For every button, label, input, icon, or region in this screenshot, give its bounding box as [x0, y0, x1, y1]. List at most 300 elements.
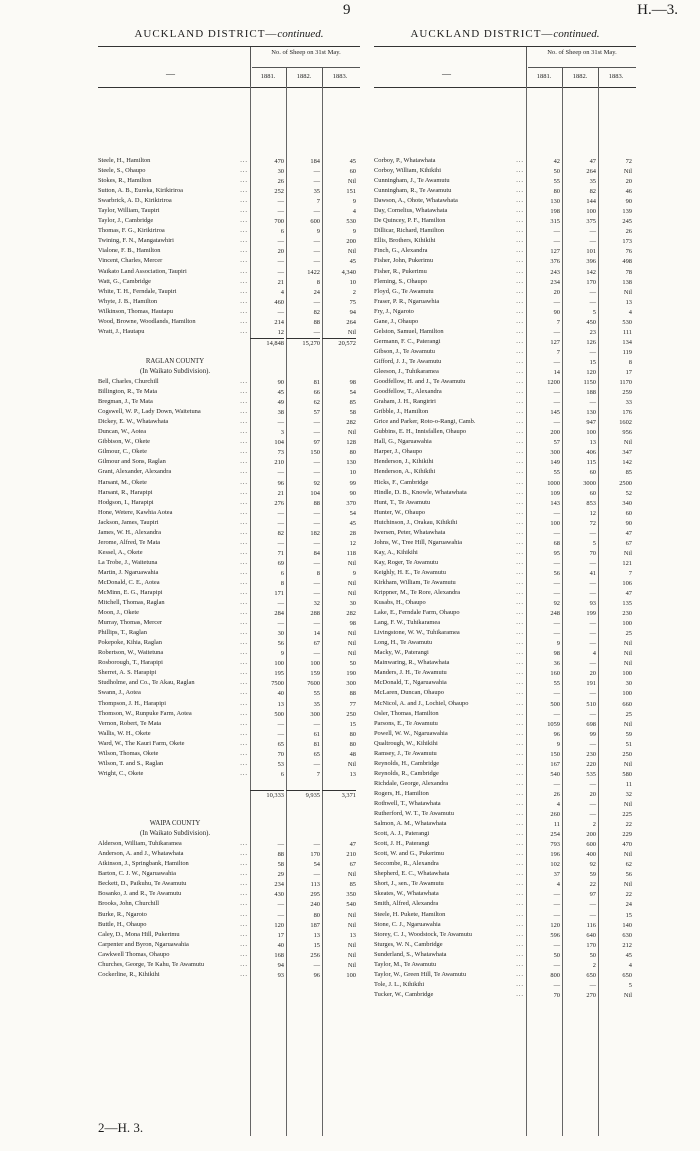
sheep-1882: —	[313, 248, 320, 256]
leader-dots: ...	[516, 739, 524, 747]
sheep-1882: 170	[310, 851, 320, 859]
sheep-1882: 57	[313, 409, 320, 417]
sheep-1881: —	[277, 901, 284, 909]
sheep-1881: 248	[550, 610, 560, 618]
leader-dots: ...	[516, 629, 524, 637]
table-row	[374, 256, 636, 266]
sheep-1882: 15	[589, 358, 596, 366]
table-row	[374, 407, 636, 417]
sheep-1882: 41	[589, 569, 596, 577]
owner-name: Fry, J., Ngaroto	[374, 307, 414, 315]
owner-name: Atkinson, J., Springbank, Hamilton	[98, 860, 189, 868]
owner-name: Scott, J. H., Paterangi	[374, 840, 430, 848]
blank-row	[98, 799, 360, 809]
sheep-1882: 22	[589, 881, 596, 889]
owner-name: Vialone, F. B., Hamilton	[98, 247, 161, 255]
leader-dots: ...	[516, 709, 524, 717]
leader-dots: ...	[240, 739, 248, 747]
sheep-1883: 230	[622, 610, 632, 618]
sheep-1883: 142	[622, 459, 632, 467]
sheep-1883: Nil	[623, 660, 632, 668]
sheep-1881: —	[553, 630, 560, 638]
sheep-1882: —	[313, 298, 320, 306]
sheep-1883: 210	[346, 851, 356, 859]
sheep-1883: 30	[349, 600, 356, 608]
leader-dots: ...	[240, 227, 248, 235]
table-row	[98, 950, 360, 960]
sheep-1883: Nil	[347, 921, 356, 929]
leader-dots: ...	[240, 558, 248, 566]
owner-name: Sutton, A. B., Eureka, Kirikiriroa	[98, 187, 184, 195]
sheep-1882: 72	[589, 519, 596, 527]
sheep-1882: 8	[316, 278, 320, 286]
sheep-1883: 151	[346, 188, 356, 196]
sheep-1882: 81	[313, 740, 320, 748]
table-row	[374, 950, 636, 960]
sheep-1883: 100	[346, 971, 356, 979]
sheep-1883: 498	[622, 258, 632, 266]
sheep-1881: 70	[553, 991, 560, 999]
sheep-1881: 11	[553, 821, 560, 829]
sheep-1883: 250	[346, 710, 356, 718]
sheep-1881: 100	[550, 519, 560, 527]
table-row	[98, 608, 360, 618]
leader-dots: ...	[516, 197, 524, 205]
sheep-1883: 4	[352, 208, 356, 216]
owner-name: Wilson, Thomas, Okete	[98, 749, 159, 757]
sheep-1882: 188	[586, 389, 596, 397]
owner-name: Smith, Alfred, Alexandra	[374, 900, 439, 908]
sheep-1883: 956	[622, 429, 632, 437]
sheep-1882: 62	[313, 399, 320, 407]
owner-name: Tucker, W., Cambridge	[374, 990, 434, 998]
sheep-1882: 187	[310, 921, 320, 929]
sheep-1881: —	[553, 961, 560, 969]
sheep-1881: 6	[280, 228, 284, 236]
sheep-1882: 100	[586, 208, 596, 216]
leader-dots: ...	[240, 669, 248, 677]
leader-dots: ...	[516, 367, 524, 375]
leader-dots: ...	[516, 800, 524, 807]
table-row	[374, 899, 636, 909]
leader-dots: ...	[516, 920, 524, 928]
sheep-1882: —	[313, 871, 320, 879]
table-row	[374, 688, 636, 698]
table-row	[374, 678, 636, 688]
sheep-1882: —	[313, 509, 320, 517]
sheep-1881: 284	[274, 610, 284, 618]
owner-name: Anderson, A. and J., Whatawhata	[98, 850, 184, 858]
owner-name: Hicks, F., Cambridge	[374, 478, 429, 486]
table-row	[374, 196, 636, 206]
sheep-1882: 104	[310, 489, 320, 497]
sheep-1881: 130	[550, 198, 560, 206]
leader-dots: ...	[516, 820, 524, 828]
sheep-1882: 92	[313, 479, 320, 487]
table-row	[374, 699, 636, 709]
sheep-1882: 100	[586, 429, 596, 437]
owner-name: Gibson, J., Te Awamutu	[374, 347, 435, 355]
leader-dots: ...	[516, 247, 524, 255]
sheep-1883: 229	[622, 831, 632, 839]
sheep-1881: 94	[277, 961, 284, 969]
table-row	[98, 598, 360, 608]
sheep-1882: —	[589, 630, 596, 638]
sheep-1882: 4	[592, 650, 596, 658]
table-row	[374, 980, 636, 990]
sheep-1882: 50	[589, 951, 596, 959]
sheep-1882: 698	[586, 720, 596, 728]
leader-dots: ...	[240, 307, 248, 315]
owner-name: Wilkinson, Thomas, Hautapu	[98, 307, 173, 315]
sheep-1883: 52	[625, 489, 632, 497]
sheep-1881: —	[553, 690, 560, 698]
table-row	[98, 940, 360, 950]
sheep-1883: 26	[625, 228, 632, 236]
table-row	[374, 508, 636, 518]
owner-name: Vernon, Robert, Te Mata	[98, 719, 162, 727]
sheep-1882: 600	[586, 841, 596, 849]
owner-name: Lang, F. W., Tuhikaramea	[374, 619, 441, 627]
owner-name: Dawson, A., Ohote, Whatawhata	[374, 197, 458, 205]
leader-dots: ...	[240, 699, 248, 707]
sheep-1881: —	[553, 579, 560, 587]
sheep-1883: 350	[346, 891, 356, 899]
sheep-1881: 700	[274, 218, 284, 226]
owner-name: Kay, A., Kihikihi	[374, 548, 418, 556]
sheep-1883: 45	[349, 158, 356, 165]
owner-name: Thompson, J. H., Harapipi	[98, 699, 166, 707]
owner-name: Taylor, W., Green Hill, Te Awamutu	[374, 970, 467, 978]
sheep-1882: —	[589, 348, 596, 356]
sheep-1882: —	[313, 429, 320, 437]
sheep-1881: 1059	[547, 720, 560, 728]
leader-dots: ...	[516, 589, 524, 597]
leader-dots: ...	[516, 167, 524, 175]
sheep-1883: 119	[622, 348, 632, 356]
leader-dots: ...	[516, 398, 524, 406]
total-row	[98, 337, 360, 347]
owner-name: Harsant, M., Okete	[98, 478, 147, 486]
table-row	[374, 799, 636, 809]
table-row	[98, 156, 360, 166]
table-row	[374, 879, 636, 889]
sheep-1882: 406	[586, 449, 596, 457]
owner-name: Swann, J., Aotea	[98, 689, 141, 697]
leader-dots: ...	[516, 850, 524, 858]
leader-dots: ...	[516, 910, 524, 918]
leader-dots: ...	[240, 719, 248, 727]
sheep-1883: 47	[625, 590, 632, 598]
leader-dots: ...	[240, 659, 248, 667]
leader-dots: ...	[516, 729, 524, 737]
owner-name: Jackson, James, Taupiri	[98, 518, 159, 526]
leader-dots: ...	[240, 498, 248, 506]
sheep-1881: —	[277, 308, 284, 316]
table-row	[98, 568, 360, 578]
leader-dots: ...	[516, 830, 524, 838]
sheep-1881: 376	[550, 258, 560, 266]
owner-name: Ramsey, J., Te Awamutu	[374, 749, 437, 757]
leader-dots: ...	[240, 599, 248, 607]
sheep-1882: —	[313, 650, 320, 658]
sheep-1881: —	[277, 419, 284, 427]
table-row	[374, 719, 636, 729]
sheep-1882: —	[313, 208, 320, 216]
owner-name: Barton, C. J. W., Ngaruawahia	[98, 870, 176, 878]
sheep-1881: —	[553, 559, 560, 567]
leader-dots: ...	[240, 177, 248, 185]
sheep-1882: 600	[310, 218, 320, 226]
leader-dots: ...	[240, 960, 248, 968]
sheep-1882: 182	[310, 529, 320, 537]
sheep-1881: 102	[550, 861, 560, 869]
sheep-1882: 126	[586, 338, 596, 346]
sheep-1883: 140	[622, 921, 632, 929]
sheep-1882: 3000	[583, 479, 596, 487]
sheep-1881: 40	[277, 941, 284, 949]
sheep-1881: —	[277, 600, 284, 608]
owner-name: Keighly, H. E., Te Awamutu	[374, 568, 446, 576]
sheep-1882: 170	[586, 278, 596, 286]
leader-dots: ...	[516, 990, 524, 998]
table-row	[98, 970, 360, 980]
owner-name: Hall, G., Ngaruawahia	[374, 438, 432, 446]
owner-name: Kusabs, H., Ohaupo	[374, 599, 426, 607]
leader-dots: ...	[240, 930, 248, 938]
owner-name: Cockerline, R., Kihikihi	[98, 970, 160, 978]
sheep-1881: 171	[274, 590, 284, 598]
table-row	[98, 910, 360, 920]
county-heading	[98, 357, 360, 367]
sheep-1883: 540	[346, 901, 356, 909]
sheep-1882: 101	[586, 248, 596, 256]
leader-dots: ...	[516, 468, 524, 476]
table-row	[374, 437, 636, 447]
leader-dots: ...	[516, 418, 524, 426]
sheep-1881: 30	[277, 630, 284, 638]
leader-dots: ...	[516, 679, 524, 687]
sheep-1883: 282	[346, 419, 356, 427]
sheep-1883: Nil	[347, 630, 356, 638]
sheep-1882: 200	[586, 831, 596, 839]
owner-name: Gelston, Samuel, Hamilton	[374, 327, 444, 335]
county-heading-text: (In Waikato Subdivision).	[139, 367, 211, 375]
leader-dots: ...	[516, 327, 524, 335]
table-row	[98, 688, 360, 698]
sheep-1881: 127	[550, 248, 560, 256]
owner-name: Pokepoke, Kihia, Raglan	[98, 639, 162, 647]
leader-dots: ...	[516, 388, 524, 396]
right-section-title	[374, 28, 636, 40]
sheep-1881: 42	[553, 158, 560, 165]
sheep-1883: Nil	[347, 650, 356, 658]
leader-dots: ...	[240, 578, 248, 586]
leader-dots: ...	[240, 689, 248, 697]
leader-dots: ...	[516, 980, 524, 988]
table-row	[374, 427, 636, 437]
sheep-1882: 60	[589, 469, 596, 477]
owner-name: Corboy, P., Whatawhata	[374, 157, 436, 164]
owner-name: Rothwell, T., Whatawhata	[374, 800, 441, 807]
leader-dots: ...	[240, 428, 248, 436]
leader-dots: ...	[240, 548, 248, 556]
sheep-1881: —	[277, 841, 284, 849]
sheep-1882: 450	[586, 318, 596, 326]
left-title-continued: continued.	[277, 28, 324, 40]
sheep-1883: 85	[349, 399, 356, 407]
owner-name: Qualtrough, W., Kihikihi	[374, 739, 438, 747]
sheep-1882: —	[589, 298, 596, 306]
table-row	[374, 558, 636, 568]
table-row	[374, 749, 636, 759]
sheep-1881: 56	[277, 640, 284, 648]
sheep-1883: 59	[625, 730, 632, 738]
table-row	[98, 538, 360, 548]
sheep-1882: 375	[586, 218, 596, 226]
owner-name: Robertson, W., Waitetuna	[98, 649, 164, 657]
leader-dots: ...	[516, 207, 524, 215]
table-row	[374, 367, 636, 377]
leader-dots: ...	[516, 538, 524, 546]
sheep-1883: Nil	[347, 961, 356, 969]
owner-name: Stokes, R., Hamilton	[98, 177, 152, 185]
sheep-1882: 66	[313, 389, 320, 397]
sheep-1883: 46	[625, 188, 632, 196]
sheep-1883: Nil	[347, 248, 356, 256]
table-row	[98, 749, 360, 759]
leader-dots: ...	[240, 629, 248, 637]
total-row	[98, 789, 360, 799]
leader-dots: ...	[516, 378, 524, 386]
table-row	[98, 377, 360, 387]
table-row	[374, 478, 636, 488]
sheep-1881: 55	[553, 680, 560, 688]
table-row	[374, 990, 636, 1000]
sheep-1881: 210	[274, 459, 284, 467]
table-row	[98, 628, 360, 638]
owner-name: Taylor, William, Taupiri	[98, 207, 160, 215]
owner-name: Fleming, S., Ohaupo	[374, 277, 428, 285]
sheep-1881: 300	[550, 449, 560, 457]
table-row	[374, 628, 636, 638]
sheep-1883: Nil	[347, 941, 356, 949]
owner-name: Ward, W., The Kauri Farm, Okete	[98, 739, 185, 747]
owner-name: Floyd, G., Te Awamutu	[374, 287, 434, 295]
leader-dots: ...	[516, 950, 524, 958]
sheep-1881: 6	[280, 569, 284, 577]
owner-name: Scott, A. J., Paterangi	[374, 830, 430, 838]
sheep-1883: 4	[628, 961, 632, 969]
sheep-1882: 400	[586, 851, 596, 859]
sheep-1882: 640	[586, 931, 596, 939]
owner-name: Dickey, E. W., Whatawhata	[98, 418, 169, 426]
owner-name: Sturges, W. N., Cambridge	[374, 940, 443, 948]
table-row	[374, 759, 636, 769]
table-row	[374, 789, 636, 799]
sheep-1881: 149	[550, 459, 560, 467]
leader-dots: ...	[516, 619, 524, 627]
owner-name: La Trobe, J., Waitetuna	[98, 558, 158, 566]
sheep-1882: 20	[589, 790, 596, 798]
sheep-1883: 264	[346, 318, 356, 326]
table-row	[374, 638, 636, 648]
sheep-1883: 259	[622, 389, 632, 397]
owner-name: Johns, W., Tree Hill, Ngaruawahia	[374, 538, 463, 546]
leader-dots: ...	[240, 679, 248, 687]
owner-name: McDonald, T., Ngaruawahia	[374, 679, 447, 687]
sheep-1883: 47	[625, 529, 632, 537]
leader-dots: ...	[516, 317, 524, 325]
sheep-1882: 191	[586, 680, 596, 688]
sheep-1882: 82	[313, 308, 320, 316]
owner-name: Cunningham, R., Te Awamutu	[374, 187, 452, 195]
sheep-1881: —	[277, 911, 284, 919]
sheep-1883: 54	[349, 389, 356, 397]
sheep-1883: 121	[622, 559, 632, 567]
sheep-1881: 470	[274, 158, 284, 165]
table-row	[98, 648, 360, 658]
table-row	[98, 287, 360, 297]
leader-dots: ...	[516, 749, 524, 757]
sheep-1881: 100	[274, 660, 284, 668]
sheep-1883: Nil	[623, 288, 632, 296]
sheep-1881: —	[277, 720, 284, 728]
sheep-1881: —	[277, 730, 284, 738]
leader-dots: ...	[240, 850, 248, 858]
sheep-1883: 7	[628, 569, 632, 577]
owner-name: Taylor, J., Cambridge	[98, 217, 154, 225]
table-row	[98, 658, 360, 668]
leader-dots: ...	[516, 498, 524, 506]
sheep-1882: 15	[313, 941, 320, 949]
sheep-1881: 36	[553, 660, 560, 668]
table-row	[98, 528, 360, 538]
owner-name: Rutherford, W. T., Te Awamutu	[374, 810, 454, 818]
sheep-1882: 9,935	[286, 790, 320, 801]
county-heading-text: WAIPA COUNTY	[149, 820, 201, 828]
left-section-title	[98, 28, 360, 40]
sheep-1883: 50	[349, 660, 356, 668]
table-row	[98, 920, 360, 930]
sheep-1883: 88	[349, 690, 356, 698]
owner-name: Gibbison, W., Okete	[98, 438, 151, 446]
table-row	[374, 779, 636, 789]
sheep-1883: Nil	[623, 991, 632, 999]
owner-name: Salmon, A. M., Whatawhata	[374, 820, 447, 828]
table-row	[98, 488, 360, 498]
owner-name: Iwersen, Peter, Whatawhata	[374, 528, 446, 536]
leader-dots: ...	[240, 438, 248, 446]
owner-name: Watt, G., Cambridge	[98, 277, 151, 285]
sheep-1881: 800	[550, 971, 560, 979]
sheep-1882: —	[313, 539, 320, 547]
owner-name: Germann, F. C., Paterangi	[374, 337, 441, 345]
leader-dots: ...	[240, 589, 248, 597]
owner-name: Taylor, M., Te Awamutu	[374, 960, 437, 968]
sheep-1883: Nil	[347, 951, 356, 959]
sheep-1881: —	[553, 228, 560, 236]
sheep-1882: 150	[310, 449, 320, 457]
sheep-1883: 100	[622, 620, 632, 628]
sheep-1881: —	[277, 258, 284, 266]
table-row	[374, 819, 636, 829]
sheep-1883: 60	[625, 509, 632, 517]
table-row	[374, 447, 636, 457]
owner-name: Day, Cornelius, Whatawhata	[374, 207, 448, 215]
owner-name: Wilson, T. and S., Raglan	[98, 759, 164, 767]
owner-name: Lake, E., Ferndale Farm, Ohaupo	[374, 609, 460, 617]
